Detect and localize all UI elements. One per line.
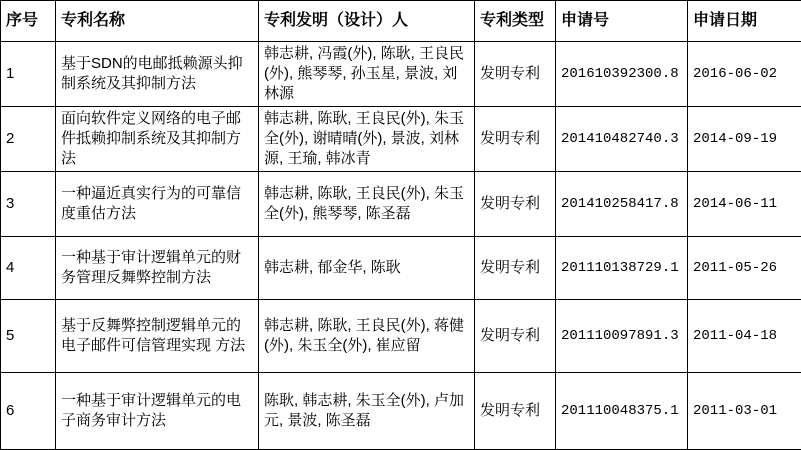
cell-serial-number: 1 bbox=[1, 42, 56, 107]
header-patent-name: 专利名称 bbox=[56, 1, 259, 42]
cell-patent-type: 发明专利 bbox=[475, 42, 556, 107]
cell-application-date: 2011-05-26 bbox=[688, 237, 801, 300]
header-application-no: 申请号 bbox=[556, 1, 688, 42]
cell-application-no: 201610392300.8 bbox=[556, 42, 688, 107]
cell-patent-name: 一种逼近真实行为的可靠信度重估方法 bbox=[56, 172, 259, 237]
cell-inventors: 韩志耕, 陈耿, 王良民(外), 朱玉全(外), 熊琴琴, 陈圣磊 bbox=[259, 172, 475, 237]
cell-application-no: 201410482740.3 bbox=[556, 107, 688, 172]
cell-application-no: 201110048375.1 bbox=[556, 373, 688, 450]
cell-inventors: 韩志耕, 冯霞(外), 陈耿, 王良民(外), 熊琴琴, 孙玉星, 景波, 刘林源 bbox=[259, 42, 475, 107]
header-patent-type: 专利类型 bbox=[475, 1, 556, 42]
cell-patent-type: 发明专利 bbox=[475, 237, 556, 300]
table-header-row bbox=[1, 1, 801, 42]
cell-application-date: 2014-06-11 bbox=[688, 172, 801, 237]
table-row bbox=[1, 172, 801, 237]
table-row bbox=[1, 42, 801, 107]
cell-serial-number: 4 bbox=[1, 237, 56, 300]
cell-patent-name: 面向软件定义网络的电子邮件抵赖抑制系统及其抑制方法 bbox=[56, 107, 259, 172]
cell-inventors: 韩志耕, 陈耿, 王良民(外), 朱玉全(外), 谢晴晴(外), 景波, 刘林源, 王瑜, 韩冰青 bbox=[259, 107, 475, 172]
cell-application-no: 201110138729.1 bbox=[556, 237, 688, 300]
table-row bbox=[1, 373, 801, 450]
cell-application-date: 2016-06-02 bbox=[688, 42, 801, 107]
cell-serial-number: 5 bbox=[1, 300, 56, 373]
table-row bbox=[1, 300, 801, 373]
table-row bbox=[1, 237, 801, 300]
cell-inventors: 韩志耕, 郁金华, 陈耿 bbox=[259, 237, 475, 300]
cell-patent-type: 发明专利 bbox=[475, 107, 556, 172]
cell-application-no: 201110097891.3 bbox=[556, 300, 688, 373]
header-inventors: 专利发明（设计）人 bbox=[259, 1, 475, 42]
cell-inventors: 韩志耕, 陈耿, 王良民(外), 蒋健(外), 朱玉全(外), 崔应留 bbox=[259, 300, 475, 373]
cell-patent-type: 发明专利 bbox=[475, 373, 556, 450]
cell-patent-name: 基于SDN的电邮抵赖源头抑制系统及其抑制方法 bbox=[56, 42, 259, 107]
cell-application-date: 2011-03-01 bbox=[688, 373, 801, 450]
cell-serial-number: 2 bbox=[1, 107, 56, 172]
cell-patent-name: 基于反舞弊控制逻辑单元的电子邮件可信管理实现 方法 bbox=[56, 300, 259, 373]
cell-patent-name: 一种基于审计逻辑单元的电子商务审计方法 bbox=[56, 373, 259, 450]
cell-serial-number: 6 bbox=[1, 373, 56, 450]
header-application-date: 申请日期 bbox=[688, 1, 801, 42]
cell-patent-type: 发明专利 bbox=[475, 172, 556, 237]
cell-serial-number: 3 bbox=[1, 172, 56, 237]
cell-patent-type: 发明专利 bbox=[475, 300, 556, 373]
cell-application-date: 2014-09-19 bbox=[688, 107, 801, 172]
cell-application-no: 201410258417.8 bbox=[556, 172, 688, 237]
cell-application-date: 2011-04-18 bbox=[688, 300, 801, 373]
cell-patent-name: 一种基于审计逻辑单元的财务管理反舞弊控制方法 bbox=[56, 237, 259, 300]
table-row bbox=[1, 107, 801, 172]
header-serial-number: 序号 bbox=[1, 1, 56, 42]
cell-inventors: 陈耿, 韩志耕, 朱玉全(外), 卢加元, 景波, 陈圣磊 bbox=[259, 373, 475, 450]
